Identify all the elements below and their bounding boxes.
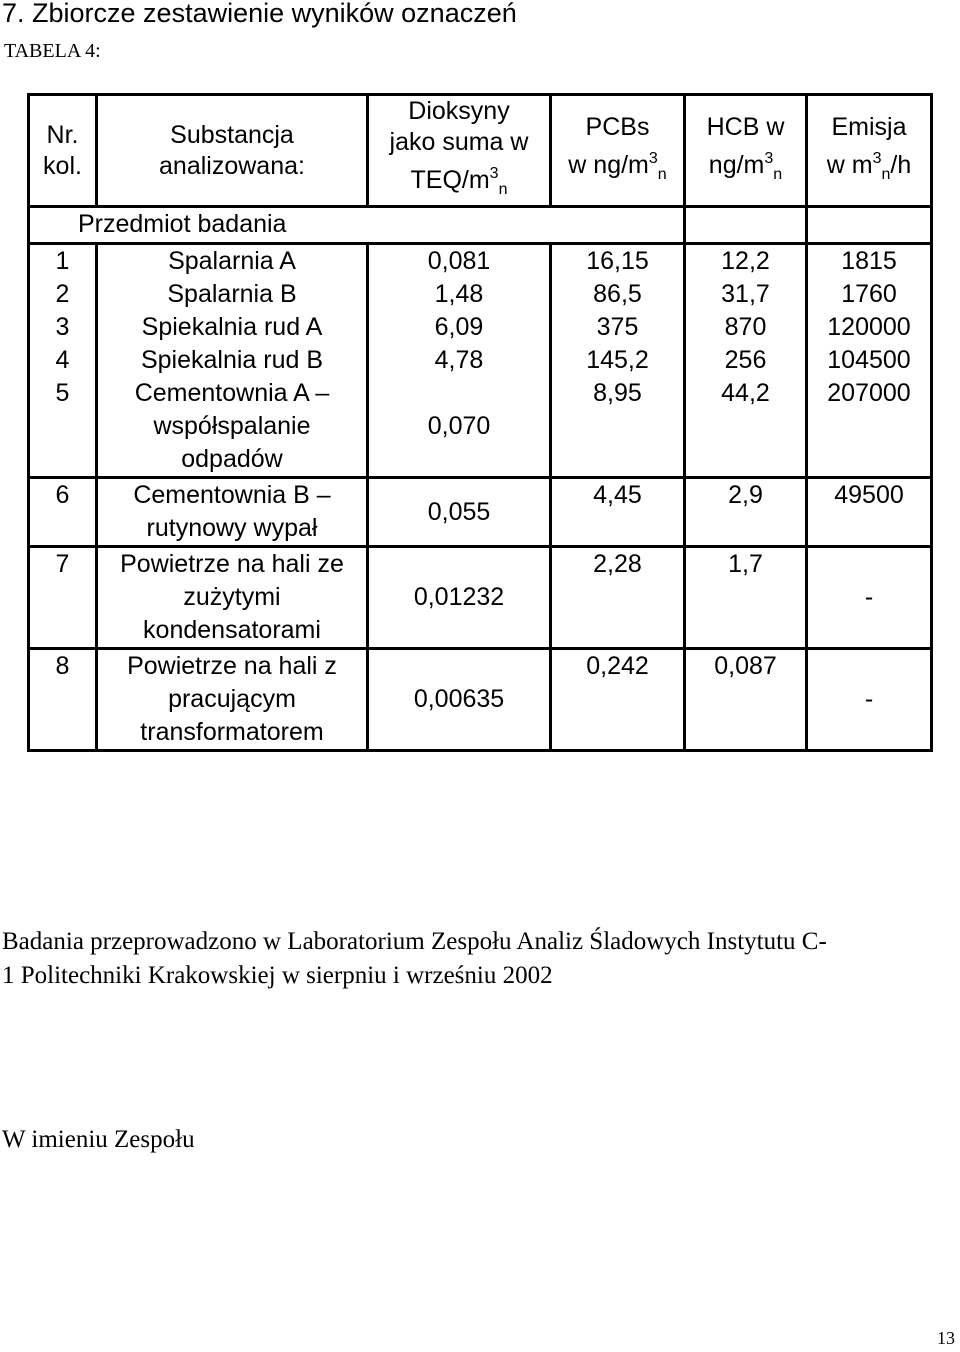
row-substance	[97, 547, 368, 649]
header-dioxins-line2: jako suma w	[389, 128, 529, 156]
row-nr: 6	[29, 478, 97, 547]
header-emission-line1: Emisja	[831, 112, 907, 141]
header-substance-line1: Substancja	[170, 120, 294, 149]
header-pcbs	[551, 95, 685, 207]
row-pcbs: 2,28	[551, 547, 685, 649]
row-nr: 1	[29, 244, 97, 279]
row-substance-line2: zużytymi	[183, 583, 281, 611]
header-nr-line2: kol.	[43, 151, 82, 180]
group-label: Przedmiot badania	[29, 207, 685, 244]
row-hcb: 31,7	[685, 278, 807, 311]
row-substance-line2: współspalanie	[153, 412, 311, 440]
row-substance: Spiekalnia rud A	[97, 311, 368, 344]
footnote-line1: Badania przeprowadzono w Laboratorium Zespołu Analiz Śladowych Instytutu C-	[2, 928, 827, 955]
header-emission-line2: w $m^3_n/h$	[826, 149, 912, 183]
row-emission: -	[807, 547, 932, 649]
row-dioxins: 1,48	[368, 278, 551, 311]
header-pcbs-line2: w $ng/m^3_n$	[568, 149, 667, 183]
row-substance: Spalarnia A	[97, 244, 368, 279]
row-substance: Spiekalnia rud B	[97, 344, 368, 377]
row-dioxins: 0,055	[368, 478, 551, 547]
table-row	[29, 377, 932, 478]
page-number: 13	[937, 1328, 955, 1348]
row-substance	[97, 478, 368, 547]
row-hcb: 44,2	[685, 377, 807, 478]
row-substance-line2: pracującym	[168, 685, 296, 713]
row-hcb: 1,7	[685, 547, 807, 649]
header-dioxins	[368, 95, 551, 207]
table-row	[29, 311, 932, 344]
row-substance-line1: Powietrze na hali ze	[120, 550, 344, 578]
group-empty-hcb	[685, 207, 807, 244]
row-substance-line1: Powietrze na hali z	[127, 652, 337, 680]
row-pcbs: 145,2	[551, 344, 685, 377]
header-dioxins-line3: TEQ/$m^3_n$	[410, 165, 508, 198]
row-nr: 4	[29, 344, 97, 377]
row-dioxins: 4,78	[368, 344, 551, 377]
table-row	[29, 478, 932, 547]
row-dioxins: 6,09	[368, 311, 551, 344]
row-substance-line1: Cementownia A –	[134, 379, 330, 407]
row-hcb: 12,2	[685, 244, 807, 279]
header-dioxins-line1: Dioksyny	[408, 97, 510, 125]
row-emission: 207000	[807, 377, 932, 478]
row-nr: 8	[29, 649, 97, 751]
row-dioxins: 0,081	[368, 244, 551, 279]
row-pcbs: 4,45	[551, 478, 685, 547]
group-empty-emission	[807, 207, 932, 244]
header-nr	[29, 95, 97, 207]
row-hcb: 870	[685, 311, 807, 344]
row-hcb: 256	[685, 344, 807, 377]
signature: W imieniu Zespołu	[2, 1126, 195, 1153]
section-heading: 7. Zbiorcze zestawienie wyników oznaczeń	[2, 0, 517, 28]
row-hcb: 0,087	[685, 649, 807, 751]
results-table	[27, 93, 933, 752]
row-dioxins: 0,00635	[368, 649, 551, 751]
table-row	[29, 649, 932, 751]
row-substance-line3: odpadów	[181, 445, 283, 473]
header-nr-line1: Nr.	[46, 120, 79, 149]
header-row	[29, 95, 932, 207]
row-nr: 2	[29, 278, 97, 311]
row-substance-line1: Cementownia B –	[133, 481, 331, 509]
header-hcb	[685, 95, 807, 207]
row-pcbs: 8,95	[551, 377, 685, 478]
row-dioxins: 0,01232	[368, 547, 551, 649]
header-emission	[807, 95, 932, 207]
row-pcbs: 375	[551, 311, 685, 344]
table-row	[29, 244, 932, 279]
row-emission: 49500	[807, 478, 932, 547]
row-substance	[97, 649, 368, 751]
row-substance-line3: kondensatorami	[143, 616, 321, 644]
row-emission: 1760	[807, 278, 932, 311]
row-emission: 104500	[807, 344, 932, 377]
footnote	[2, 925, 957, 993]
header-substance	[97, 95, 368, 207]
row-pcbs: 0,242	[551, 649, 685, 751]
table-row	[29, 547, 932, 649]
row-dioxins: 0,070	[368, 377, 551, 478]
header-substance-line2: analizowana:	[159, 151, 305, 180]
row-nr: 3	[29, 311, 97, 344]
row-emission: 120000	[807, 311, 932, 344]
table-row	[29, 344, 932, 377]
row-emission: 1815	[807, 244, 932, 279]
header-hcb-line2: $ng/m^3_n$	[708, 149, 783, 183]
row-substance	[97, 377, 368, 478]
row-pcbs: 86,5	[551, 278, 685, 311]
row-substance-line2: rutynowy wypał	[146, 514, 318, 542]
header-pcbs-line1: PCBs	[585, 112, 650, 141]
table-label: TABELA 4:	[4, 40, 101, 62]
row-pcbs: 16,15	[551, 244, 685, 279]
row-substance: Spalarnia B	[97, 278, 368, 311]
header-hcb-line1: HCB w	[706, 112, 785, 141]
row-emission: -	[807, 649, 932, 751]
table-row	[29, 278, 932, 311]
group-row	[29, 207, 932, 244]
row-nr: 5	[29, 377, 97, 478]
row-nr: 7	[29, 547, 97, 649]
row-substance-line3: transformatorem	[140, 718, 324, 746]
footnote-line2: 1 Politechniki Krakowskiej w sierpniu i wrześniu 2002	[2, 962, 553, 989]
row-hcb: 2,9	[685, 478, 807, 547]
